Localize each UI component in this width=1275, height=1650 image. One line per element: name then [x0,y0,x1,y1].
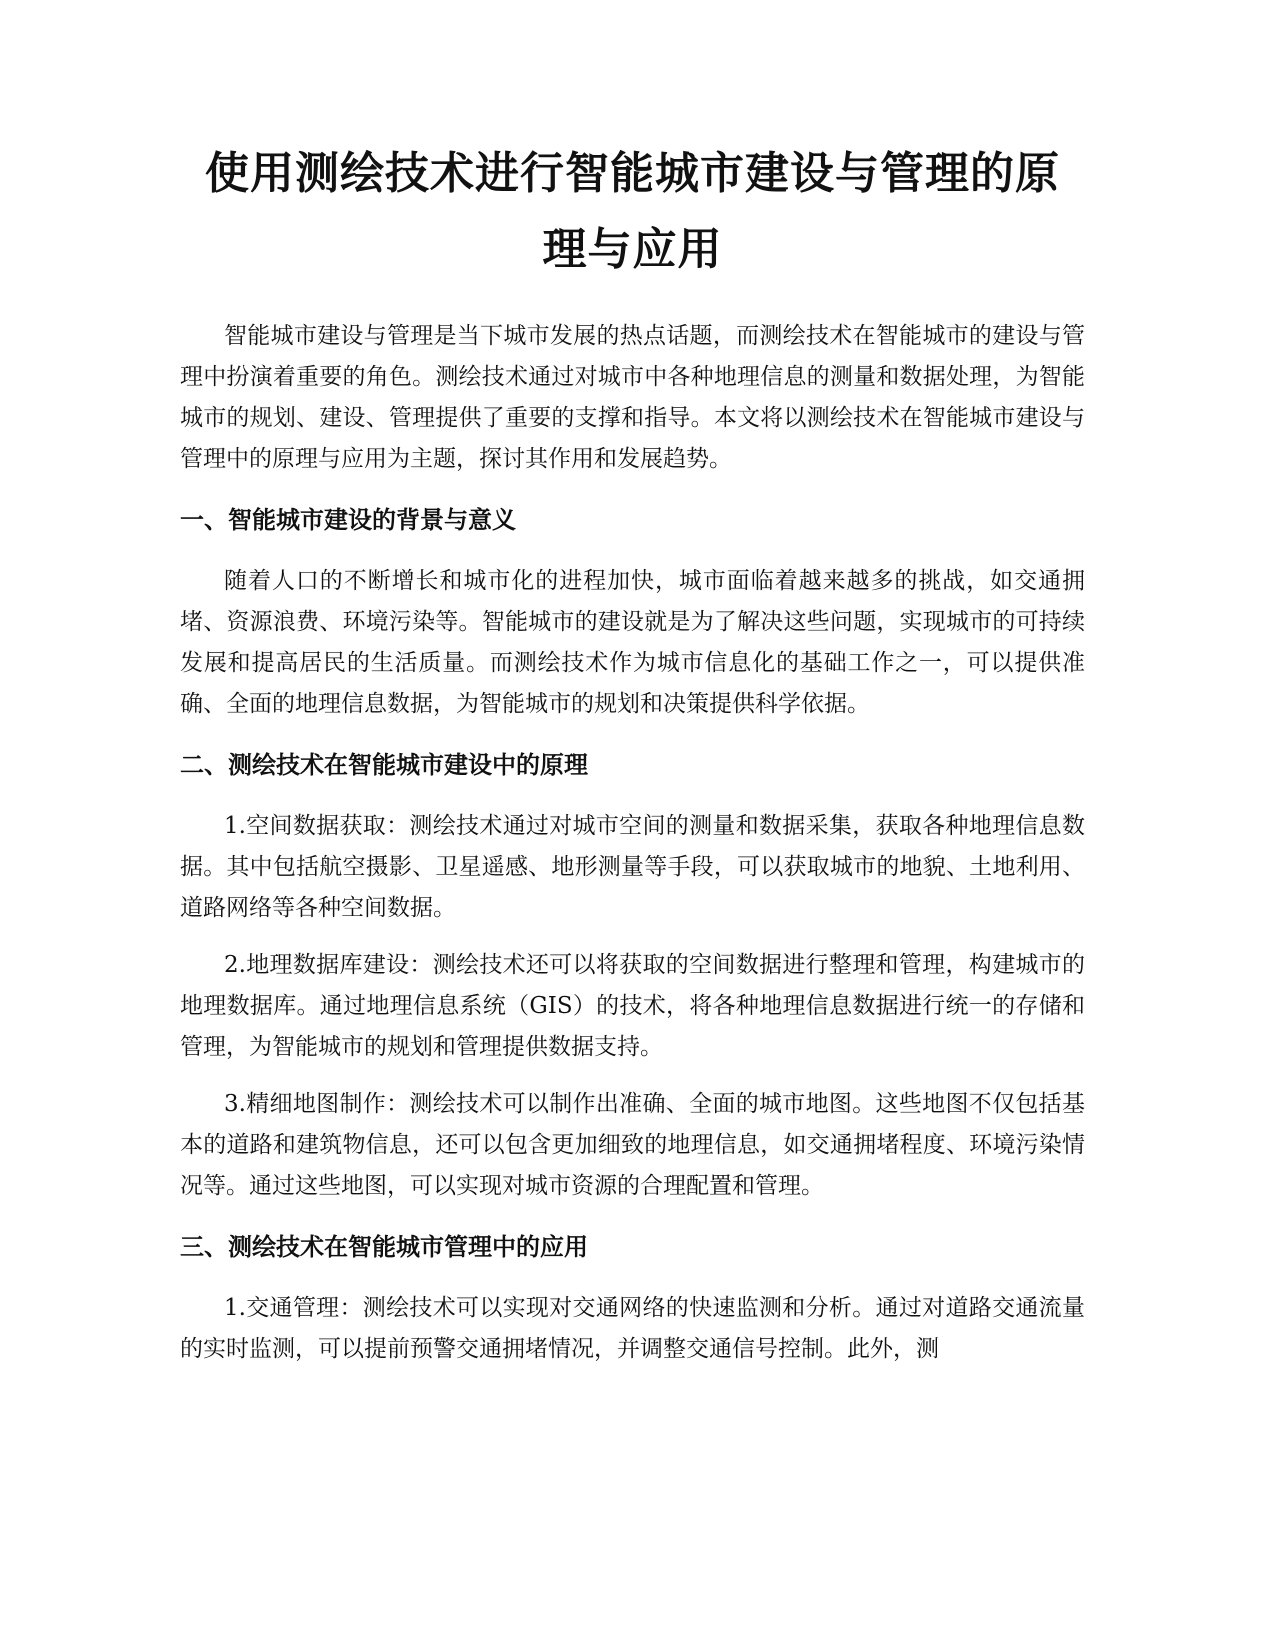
section-heading-1: 一、智能城市建设的背景与意义 [180,506,516,534]
title-line-1: 使用测绘技术进行智能城市建设与管理的原 [205,148,1060,199]
section-heading-3: 三、测绘技术在智能城市管理中的应用 [180,1233,588,1261]
section-2-paragraph-1: 1.空间数据获取：测绘技术通过对城市空间的测量和数据采集，获取各种地理信息数据。其中包括航空摄影、卫星遥感、地形测量等手段，可以获取城市的地貌、土地利用、道路网络等各种空间数据。 [180,813,1085,921]
section-2-paragraph-2: 2.地理数据库建设：测绘技术还可以将获取的空间数据进行整理和管理，构建城市的地理数据库。通过地理信息系统（GIS）的技术，将各种地理信息数据进行统一的存储和管理，为智能城市的规划和管理提供数据支持。 [180,952,1085,1060]
title-line-2: 理与应用 [542,224,723,275]
section-1-paragraph-1: 随着人口的不断增长和城市化的进程加快，城市面临着越来越多的挑战，如交通拥堵、资源浪费、环境污染等。智能城市的建设就是为了解决这些问题，实现城市的可持续发展和提高居民的生活质量。而测绘技术作为城市信息化的基础工作之一，可以提供准确、全面的地理信息数据，为智能城市的规划和决策提供科学依据。 [180,568,1085,717]
section-heading-2: 二、测绘技术在智能城市建设中的原理 [180,751,588,779]
document-title [180,136,1085,288]
document-page [180,136,1085,1370]
intro-paragraph: 智能城市建设与管理是当下城市发展的热点话题，而测绘技术在智能城市的建设与管理中扮演着重要的角色。测绘技术通过对城市中各种地理信息的测量和数据处理，为智能城市的规划、建设、管理提供了重要的支撑和指导。本文将以测绘技术在智能城市建设与管理中的原理与应用为主题，探讨其作用和发展趋势。 [180,323,1085,472]
section-2-paragraph-3: 3.精细地图制作：测绘技术可以制作出准确、全面的城市地图。这些地图不仅包括基本的道路和建筑物信息，还可以包含更加细致的地理信息，如交通拥堵程度、环境污染情况等。通过这些地图，可以实现对城市资源的合理配置和管理。 [180,1091,1085,1199]
section-3-paragraph-1: 1.交通管理：测绘技术可以实现对交通网络的快速监测和分析。通过对道路交通流量的实时监测，可以提前预警交通拥堵情况，并调整交通信号控制。此外，测 [180,1295,1085,1362]
